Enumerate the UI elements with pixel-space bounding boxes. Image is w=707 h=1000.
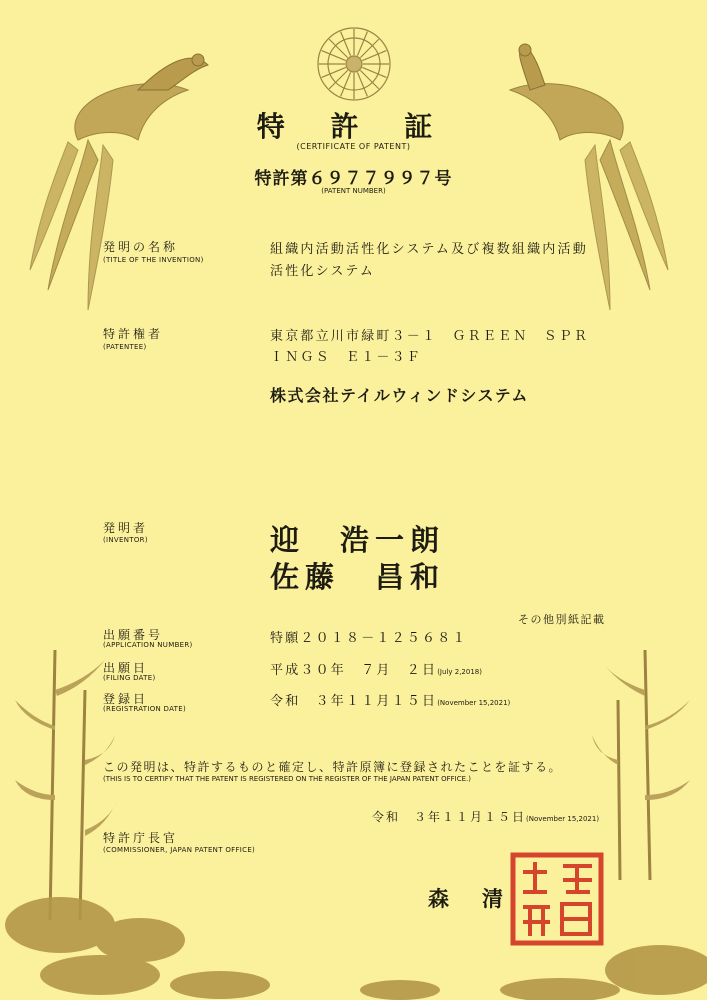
- patentee-label: 特許権者: [103, 327, 164, 341]
- patent-number-en: (PATENT NUMBER): [321, 187, 386, 195]
- patentee-address-line2: ＩＮＧＳ Ｅ１－３Ｆ: [270, 350, 423, 365]
- certificate-title: 特 許 証: [256, 110, 451, 143]
- commissioner-label: 特許庁長官: [103, 831, 179, 845]
- bamboo-right-icon: [590, 650, 700, 880]
- invention-label: 発明の名称: [103, 240, 179, 254]
- filing-date-ja: 平成３０年 ７月 ２日: [270, 663, 438, 678]
- registration-date: [270, 690, 510, 709]
- application-label: 出願番号: [103, 628, 164, 642]
- commissioner-name: 森 清: [428, 886, 509, 911]
- inventor-name-1: 迎 浩一朗: [270, 523, 446, 557]
- registration-date-ja: 令和 ３年１１月１５日: [270, 694, 438, 709]
- invention-title-line1: 組織内活動活性化システム及び複数組織内活動: [270, 242, 588, 257]
- application-number: 特願２０１８－１２５６８１: [270, 631, 468, 646]
- inventor-note: その他別紙記載: [518, 613, 606, 626]
- registration-date-en: (November 15,2021): [437, 699, 511, 707]
- certification-text: この発明は、特許するものと確定し、特許原簿に登録されたことを証する。: [103, 760, 563, 774]
- invention-title-line2: 活性化システム: [270, 264, 376, 279]
- certificate-title-en: (CERTIFICATE OF PATENT): [296, 142, 411, 151]
- patent-number: 特許第６９７７９９７号: [254, 169, 453, 189]
- registration-label: 登録日: [103, 692, 149, 706]
- registration-label-en: (REGISTRATION DATE): [103, 705, 187, 713]
- filing-label: 出願日: [103, 661, 149, 675]
- certification-date-en: (November 15,2021): [526, 815, 600, 823]
- filing-label-en: (FILING DATE): [103, 674, 156, 682]
- patentee-label-en: (PATENTEE): [103, 343, 147, 351]
- inventor-label-en: (INVENTOR): [103, 536, 148, 544]
- application-label-en: (APPLICATION NUMBER): [103, 641, 193, 649]
- patentee-company: 株式会社テイルウィンドシステム: [270, 386, 529, 405]
- filing-date: [270, 659, 482, 678]
- chrysanthemum-emblem-icon: [315, 25, 393, 103]
- inventor-name-2: 佐藤 昌和: [270, 560, 446, 594]
- patentee-address-line1: 東京都立川市緑町３－１ ＧＲＥＥＮ ＳＰＲ: [270, 329, 590, 344]
- invention-label-en: (TITLE OF THE INVENTION): [103, 256, 204, 264]
- certification-text-en: (THIS IS TO CERTIFY THAT THE PATENT IS REGISTERED ON THE REGISTER OF THE JAPAN PATENT OFFICE.): [103, 775, 471, 783]
- filing-date-en: (July 2,2018): [437, 668, 482, 676]
- official-seal-icon: [510, 852, 604, 946]
- inventor-label: 発明者: [103, 521, 149, 535]
- certification-date-ja: 令和 ３年１１月１５日: [372, 810, 527, 824]
- commissioner-label-en: (COMMISSIONER, JAPAN PATENT OFFICE): [103, 846, 256, 854]
- certification-date: [372, 808, 599, 825]
